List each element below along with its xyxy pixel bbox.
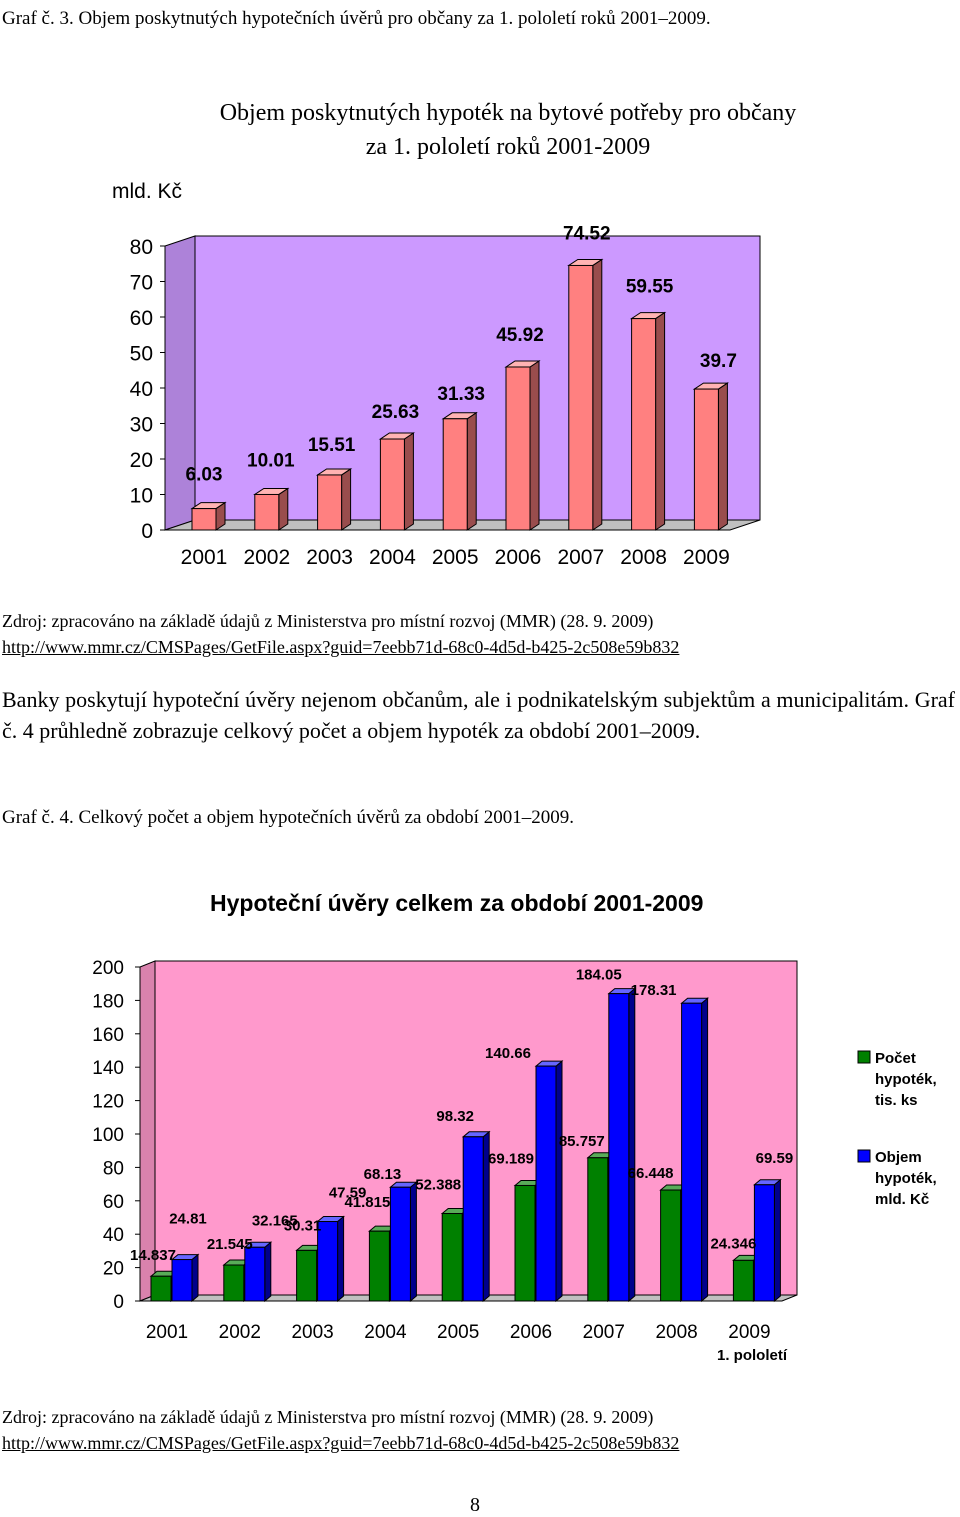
y-tick-label: 80 bbox=[129, 236, 153, 259]
legend-swatch bbox=[858, 1150, 870, 1162]
bar-front bbox=[632, 319, 656, 530]
x-extra-label: 1. pololetí bbox=[716, 1347, 788, 1364]
y-tick-label: 10 bbox=[129, 484, 153, 508]
x-tick-label: 2005 bbox=[437, 1322, 480, 1343]
bar-2007 bbox=[569, 259, 602, 530]
legend-label: tis. ks bbox=[875, 1092, 918, 1109]
source-1: Zdroj: zpracováno na základě údajů z Ministerstva pro místní rozvoj (MMR) (28. 9. 2009) bbox=[2, 611, 654, 631]
bar-side bbox=[629, 989, 635, 1301]
bar-side bbox=[656, 313, 665, 530]
x-tick-label: 2007 bbox=[582, 1322, 625, 1343]
y-tick-label: 100 bbox=[92, 1125, 124, 1146]
y-tick-label: 180 bbox=[92, 991, 124, 1013]
bar-2001 bbox=[192, 503, 225, 530]
data-label-count: 69.189 bbox=[488, 1150, 534, 1168]
y-tick-label: 80 bbox=[102, 1158, 124, 1180]
page-number: 8 bbox=[470, 1494, 480, 1516]
source-1-link[interactable]: http://www.mmr.cz/CMSPages/GetFile.aspx?guid=7eebb71d-68c0-4d5d-b425-2c508e59b832 bbox=[2, 637, 680, 657]
bar-front bbox=[733, 1260, 753, 1301]
y-tick-label: 40 bbox=[102, 1225, 124, 1247]
x-tick-label: 2004 bbox=[369, 546, 416, 569]
data-label-count: 52.388 bbox=[415, 1176, 462, 1194]
data-label: 74.52 bbox=[563, 225, 611, 245]
y-tick-label: 0 bbox=[141, 520, 153, 543]
y-tick-label: 70 bbox=[129, 271, 153, 295]
data-label-count: 85.757 bbox=[558, 1132, 605, 1150]
data-label: 39.7 bbox=[699, 351, 737, 373]
chart2-svg bbox=[0, 945, 960, 1365]
data-label: 10.01 bbox=[247, 450, 295, 472]
chart2-x-axis bbox=[146, 1322, 788, 1364]
bar-front bbox=[536, 1066, 556, 1301]
bar-volume-2007 bbox=[609, 989, 635, 1301]
source-2: Zdroj: zpracováno na základě údajů z Ministerstva pro místní rozvoj (MMR) (28. 9. 2009) bbox=[2, 1407, 654, 1427]
data-label-volume: 178.31 bbox=[630, 982, 677, 1000]
data-label-volume: 98.32 bbox=[436, 1107, 474, 1125]
bar-volume-2004 bbox=[390, 1182, 416, 1301]
x-tick-label: 2002 bbox=[243, 546, 291, 569]
bar-side bbox=[702, 998, 708, 1301]
bar-front bbox=[515, 1185, 535, 1301]
legend-item bbox=[858, 1149, 937, 1208]
bar-front bbox=[609, 994, 629, 1301]
data-label-volume: 47.59 bbox=[328, 1184, 367, 1202]
chart1-side-wall bbox=[165, 236, 195, 530]
bar-2008 bbox=[632, 313, 665, 530]
bar-2003 bbox=[318, 469, 351, 530]
bar-2009 bbox=[694, 383, 727, 530]
y-tick-label: 50 bbox=[129, 342, 153, 366]
x-tick-label: 2002 bbox=[218, 1322, 261, 1343]
data-label: 15.51 bbox=[307, 434, 356, 456]
data-label: 59.55 bbox=[625, 276, 674, 298]
data-label-volume: 184.05 bbox=[575, 966, 622, 984]
bar-front bbox=[369, 1231, 389, 1301]
x-tick-label: 2001 bbox=[180, 546, 228, 569]
data-label-count: 24.346 bbox=[710, 1235, 757, 1253]
data-label-volume: 69.59 bbox=[755, 1149, 794, 1167]
legend-label: hypoték, bbox=[875, 1170, 937, 1187]
bar-side bbox=[774, 1180, 780, 1301]
data-label-count: 41.815 bbox=[344, 1194, 391, 1212]
bar-side bbox=[530, 361, 539, 530]
x-tick-label: 2008 bbox=[655, 1322, 698, 1343]
chart-caption-1: Graf č. 3. Objem poskytnutých hypotečních úvěrů pro občany za 1. pololetí roků 2001–2009. bbox=[2, 8, 711, 29]
chart1-unit-label: mld. Kč bbox=[112, 180, 183, 203]
data-label: 6.03 bbox=[185, 464, 223, 486]
bar-side bbox=[404, 433, 413, 530]
chart1-title-line2: za 1. pololetí roků 2001-2009 bbox=[365, 134, 651, 160]
data-label-count: 30.31 bbox=[283, 1217, 322, 1235]
x-tick-label: 2006 bbox=[509, 1322, 553, 1343]
data-label: 45.92 bbox=[496, 324, 544, 346]
bar-volume-2009 bbox=[754, 1180, 780, 1301]
x-tick-label: 2004 bbox=[364, 1322, 407, 1343]
bar-front bbox=[443, 419, 467, 530]
bar-2006 bbox=[506, 361, 539, 530]
bar-side bbox=[338, 1217, 344, 1301]
data-label: 25.63 bbox=[371, 402, 420, 424]
bar-side bbox=[410, 1182, 416, 1301]
y-tick-label: 200 bbox=[92, 958, 124, 979]
bar-front bbox=[569, 265, 593, 530]
legend-swatch bbox=[858, 1051, 870, 1063]
bar-front bbox=[390, 1187, 410, 1301]
data-label: 31.33 bbox=[437, 383, 485, 405]
legend-label: Objem bbox=[875, 1149, 922, 1166]
x-tick-label: 2003 bbox=[291, 1322, 334, 1343]
chart1-x-axis bbox=[181, 546, 730, 569]
data-label-volume: 68.13 bbox=[363, 1166, 402, 1184]
bar-front bbox=[297, 1250, 317, 1301]
y-tick-label: 140 bbox=[92, 1058, 124, 1080]
chart1-y-axis bbox=[130, 236, 165, 543]
x-tick-label: 2009 bbox=[728, 1322, 771, 1343]
bar-front bbox=[588, 1158, 608, 1301]
bar-front bbox=[661, 1190, 681, 1301]
chart1-back-wall bbox=[195, 236, 760, 520]
bar-volume-2003 bbox=[318, 1217, 344, 1301]
x-tick-label: 2007 bbox=[557, 546, 605, 569]
data-label-count: 21.545 bbox=[206, 1236, 253, 1254]
bar-side bbox=[593, 259, 602, 530]
x-tick-label: 2006 bbox=[494, 546, 542, 569]
data-label-count: 66.448 bbox=[627, 1165, 674, 1183]
x-tick-label: 2005 bbox=[431, 546, 479, 569]
data-label-volume: 24.81 bbox=[169, 1210, 207, 1228]
legend-item bbox=[858, 1050, 937, 1109]
x-tick-label: 2001 bbox=[145, 1322, 189, 1343]
legend-label: hypoték, bbox=[875, 1071, 937, 1088]
y-tick-label: 20 bbox=[102, 1258, 124, 1280]
chart2-title: Hypoteční úvěry celkem za období 2001-2009 bbox=[210, 890, 704, 916]
chart2-legend bbox=[858, 1050, 937, 1208]
bar-side bbox=[265, 1242, 271, 1301]
bar-side bbox=[556, 1061, 562, 1301]
bar-front bbox=[463, 1137, 483, 1301]
bar-front bbox=[151, 1276, 171, 1301]
y-tick-label: 60 bbox=[102, 1191, 124, 1213]
bar-front bbox=[380, 439, 404, 530]
bar-side bbox=[192, 1255, 198, 1301]
bar-front bbox=[506, 367, 530, 530]
bar-front bbox=[682, 1003, 702, 1301]
y-tick-label: 0 bbox=[113, 1292, 124, 1313]
bar-front bbox=[255, 494, 279, 530]
chart-caption-2: Graf č. 4. Celkový počet a objem hypotečních úvěrů za období 2001–2009. bbox=[2, 807, 574, 828]
bar-front bbox=[192, 509, 216, 530]
bar-front bbox=[318, 475, 342, 530]
y-tick-label: 30 bbox=[129, 413, 153, 437]
data-label-volume: 140.66 bbox=[485, 1045, 531, 1063]
x-tick-label: 2008 bbox=[620, 546, 667, 569]
bar-side bbox=[467, 413, 476, 530]
bar-side bbox=[718, 383, 727, 530]
x-tick-label: 2009 bbox=[683, 546, 730, 569]
bar-2005 bbox=[443, 413, 476, 530]
bar-volume-2008 bbox=[682, 998, 708, 1301]
source-2-link[interactable]: http://www.mmr.cz/CMSPages/GetFile.aspx?guid=7eebb71d-68c0-4d5d-b425-2c508e59b832 bbox=[2, 1433, 680, 1453]
body-paragraph: Banky poskytují hypoteční úvěry nejenom občanům, ale i podnikatelským subjektům a municipalitám. Graf č. 4 průhledně zobrazuje celkový počet a objem hypoték za období 2001–2009. bbox=[2, 687, 955, 743]
y-tick-label: 20 bbox=[129, 449, 153, 472]
bar-2004 bbox=[380, 433, 413, 530]
bar-side bbox=[342, 469, 351, 530]
bar-side bbox=[279, 488, 288, 530]
bar-front bbox=[224, 1265, 244, 1301]
data-label-volume: 32.165 bbox=[251, 1212, 298, 1230]
y-tick-label: 160 bbox=[92, 1024, 124, 1046]
y-tick-label: 60 bbox=[129, 307, 153, 330]
chart1-title bbox=[0, 96, 960, 164]
y-tick-label: 120 bbox=[92, 1091, 124, 1113]
bar-front bbox=[754, 1185, 774, 1301]
legend-label: mld. Kč bbox=[875, 1191, 930, 1208]
y-tick-label: 40 bbox=[129, 378, 153, 401]
bar-front bbox=[442, 1214, 462, 1301]
data-label-count: 14.837 bbox=[130, 1247, 176, 1265]
bar-volume-2006 bbox=[536, 1061, 562, 1301]
x-tick-label: 2003 bbox=[306, 546, 353, 569]
legend-label: Počet bbox=[875, 1050, 916, 1067]
bar-volume-2005 bbox=[463, 1132, 489, 1301]
chart1-svg bbox=[0, 225, 960, 585]
bar-front bbox=[172, 1260, 192, 1301]
bar-front bbox=[694, 389, 718, 530]
bar-front bbox=[245, 1247, 265, 1301]
chart1-title-line1: Objem poskytnutých hypoték na bytové potřeby pro občany bbox=[219, 100, 797, 126]
bar-2002 bbox=[255, 488, 288, 530]
